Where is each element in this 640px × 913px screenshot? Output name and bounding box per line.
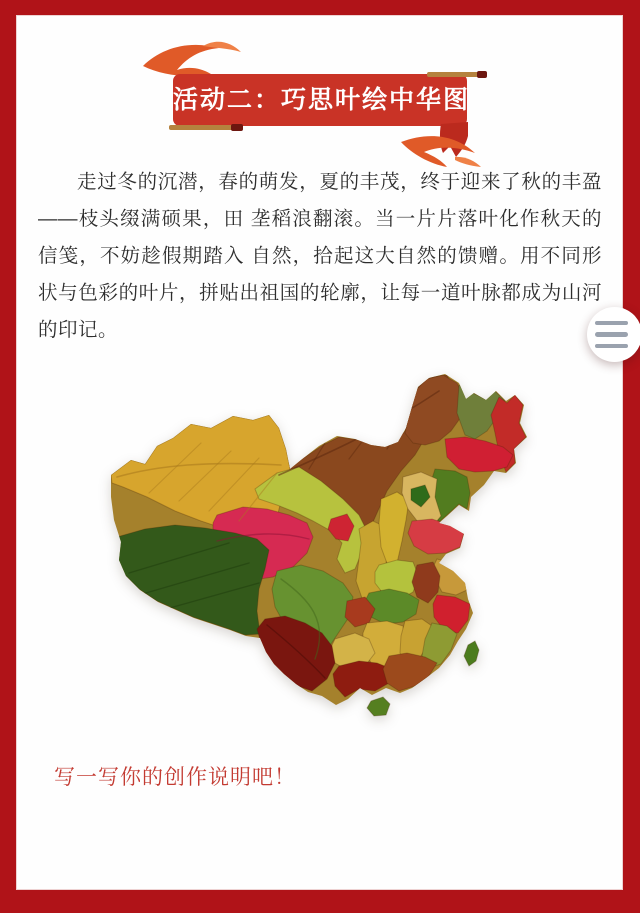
region-guangdong: [383, 653, 437, 691]
flame-top-left-icon: [143, 45, 219, 76]
region-guangxi: [333, 661, 392, 697]
menu-bar: [595, 321, 628, 326]
menu-fab[interactable]: [587, 307, 640, 362]
activity-description: 走过冬的沉潜，春的萌发，夏的丰茂，终于迎来了秋的丰盈——枝头缀满硕果，田 垄稻浪翻滚。当一片片落叶化作秋天的信笺，不妨趁假期踏入 自然，拾起这大自然的馈赠。用不同形状与色彩的叶片，拼贴出祖国的轮廓，让每一道叶脉都成为山河的印记。: [38, 171, 602, 341]
content-card: [16, 15, 623, 890]
scroll-rod-top-tip: [477, 71, 487, 78]
banner-title: 活动二：巧思叶绘中华图: [173, 86, 471, 114]
activity-banner: [141, 36, 491, 168]
leaf-map-image: [109, 373, 539, 725]
menu-icon: [595, 321, 628, 349]
region-hainan: [367, 697, 390, 716]
china-leaf-map: [109, 373, 539, 725]
region-taiwan: [464, 641, 479, 666]
writing-prompt: 写一写你的创作说明吧！: [54, 766, 296, 789]
menu-bar: [595, 344, 628, 349]
menu-bar: [595, 332, 628, 337]
